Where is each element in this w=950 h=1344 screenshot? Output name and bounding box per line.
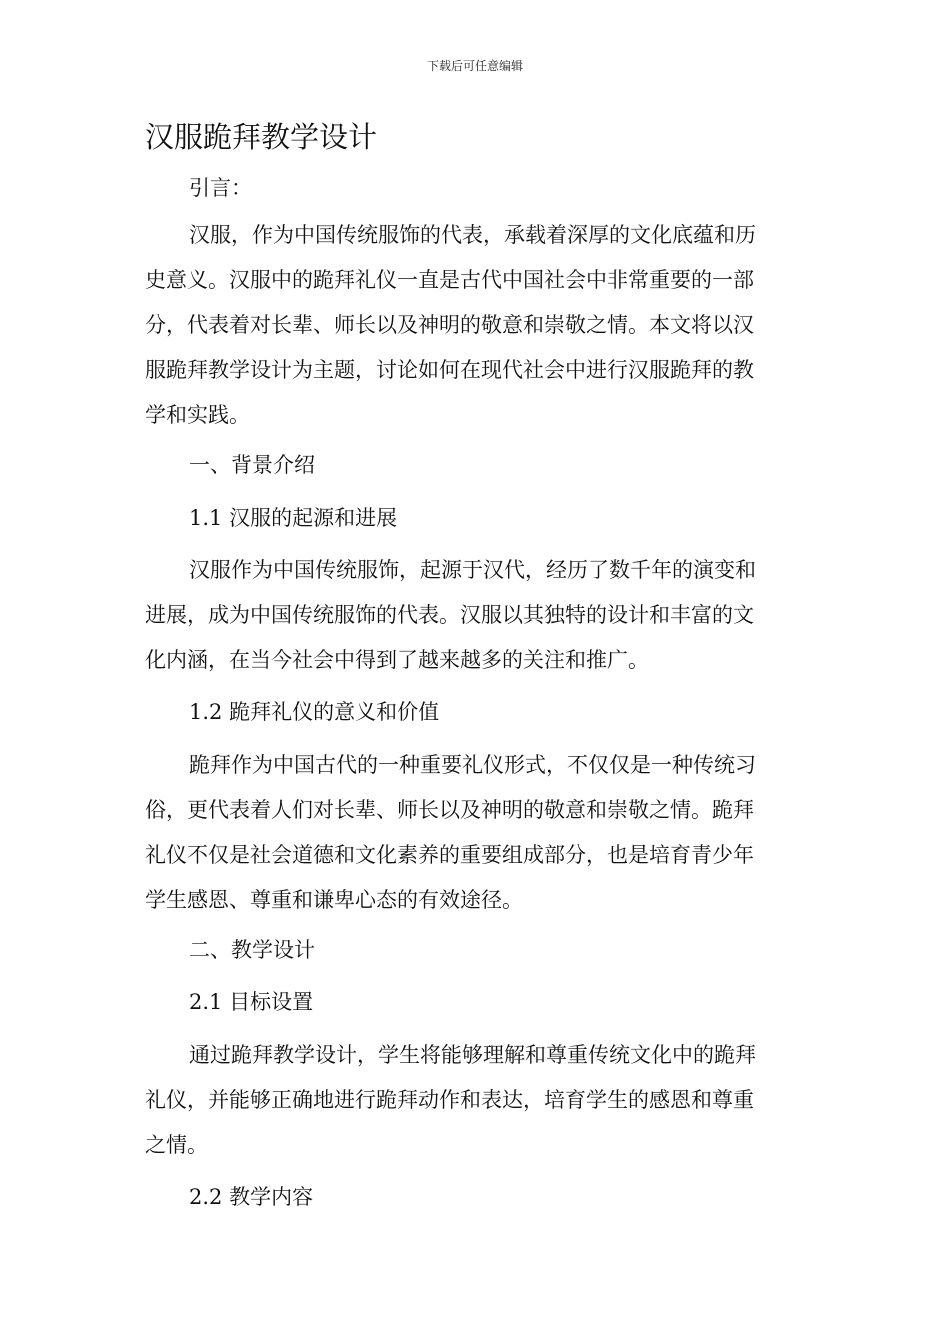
intro-paragraph [145, 213, 805, 438]
section-heading-2: 二、教学设计 [189, 938, 315, 962]
paragraph-line: 进展，成为中国传统服饰的代表。汉服以其独特的设计和丰富的文 [145, 603, 754, 627]
paragraph-line: 学生感恩、尊重和谦卑心态的有效途径。 [145, 888, 523, 912]
intro-line: 服跪拜教学设计为主题，讨论如何在现代社会中进行汉服跪拜的教 [145, 358, 754, 382]
paragraph-2-1 [145, 1033, 805, 1168]
paragraph-line: 礼仪，并能够正确地进行跪拜动作和表达，培育学生的感恩和尊重 [145, 1088, 754, 1112]
intro-label: 引言： [189, 176, 252, 200]
paragraph-line: 之情。 [145, 1133, 208, 1157]
header-note: 下载后可任意编辑 [426, 59, 523, 73]
subsection-heading-2-2: 2.2 教学内容 [189, 1185, 314, 1209]
paragraph-line: 跪拜作为中国古代的一种重要礼仪形式，不仅仅是一种传统习 [189, 753, 756, 777]
intro-line: 史意义。汉服中的跪拜礼仪一直是古代中国社会中非常重要的一部 [145, 268, 754, 292]
paragraph-line: 俗，更代表着人们对长辈、师长以及神明的敬意和崇敬之情。跪拜 [145, 798, 754, 822]
intro-line: 分，代表着对长辈、师长以及神明的敬意和崇敬之情。本文将以汉 [145, 313, 754, 337]
intro-line: 学和实践。 [145, 403, 250, 427]
section-heading-1: 一、背景介绍 [189, 453, 315, 477]
paragraph-line: 礼仪不仅是社会道德和文化素养的重要组成部分，也是培育青少年 [145, 843, 754, 867]
paragraph-line: 汉服作为中国传统服饰，起源于汉代，经历了数千年的演变和 [189, 558, 756, 582]
document-title: 汉服跪拜教学设计 [145, 120, 378, 154]
subsection-heading-1-1: 1.1 汉服的起源和进展 [189, 506, 398, 530]
paragraph-line: 化内涵，在当今社会中得到了越来越多的关注和推广。 [145, 648, 649, 672]
subsection-heading-1-2: 1.2 跪拜礼仪的意义和价值 [189, 700, 440, 724]
paragraph-1-1 [145, 548, 805, 683]
paragraph-1-2 [145, 743, 805, 923]
subsection-heading-2-1: 2.1 目标设置 [189, 990, 314, 1014]
paragraph-line: 通过跪拜教学设计，学生将能够理解和尊重传统文化中的跪拜 [189, 1043, 756, 1067]
intro-line: 汉服，作为中国传统服饰的代表，承载着深厚的文化底蕴和历 [189, 223, 756, 247]
